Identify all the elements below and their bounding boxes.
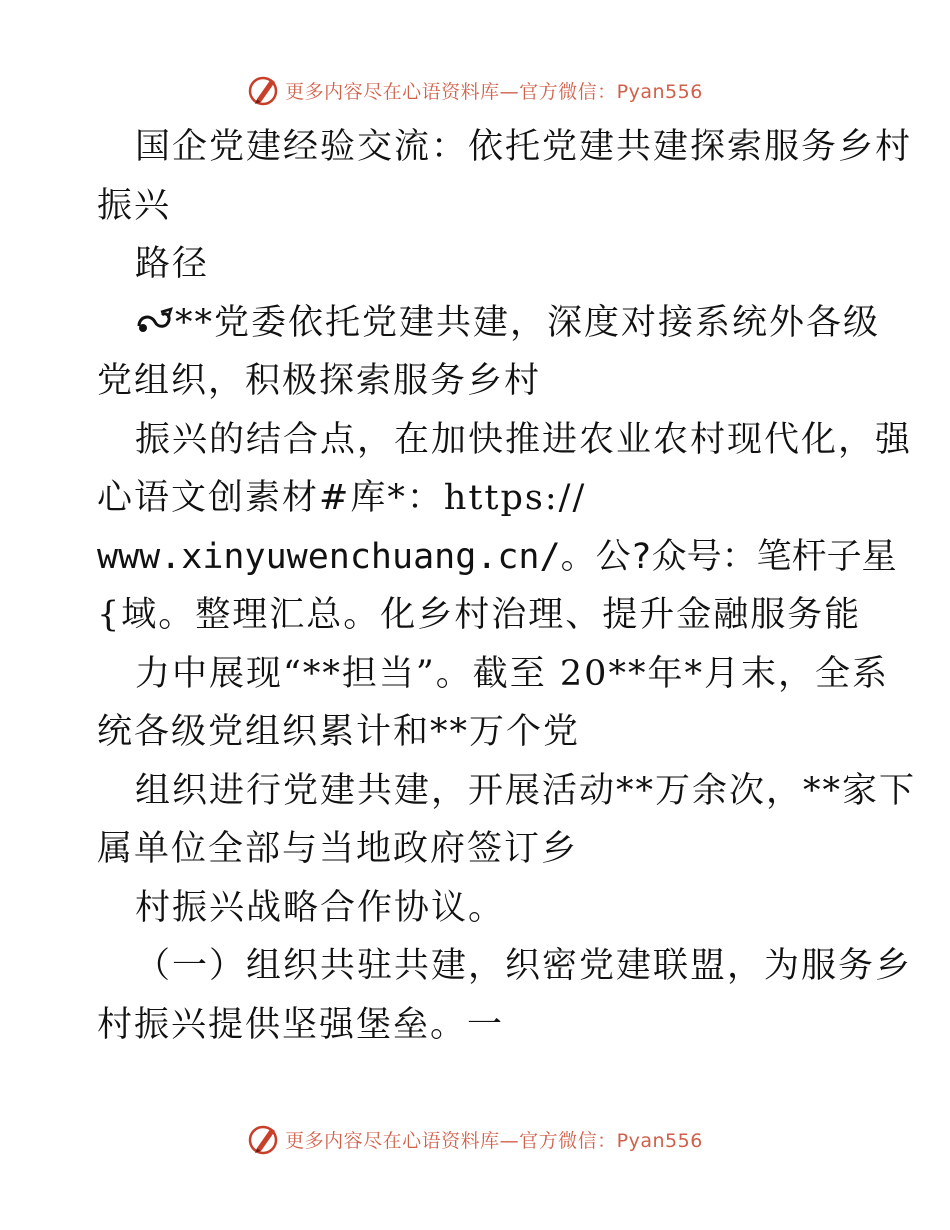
- red-pen-logo-icon: [247, 73, 281, 107]
- section-heading-line: （一）组织共驻共建，织密党建联盟，为服务乡: [135, 946, 913, 986]
- paragraph-line: 力中展现“**担当”。截至 20**年*月末，全系: [135, 653, 889, 694]
- paragraph-line: 统各级党组织累计和**万个党: [97, 712, 581, 752]
- paragraph-line: 组织进行党建共建，开展活动**万余次，**家下: [135, 770, 917, 811]
- red-pen-logo-icon: [247, 1122, 281, 1156]
- title-line: 振兴: [97, 185, 172, 226]
- watermark-text: 更多内容尽在心语资料库—官方微信：Pyan556: [285, 1129, 703, 1152]
- title-line: 国企党建经验交流：依托党建共建探索服务乡村: [135, 127, 913, 167]
- paragraph-line: 振兴的结合点，在加快推进农业农村现代化，强: [135, 419, 913, 460]
- footer-watermark-banner: [0, 1119, 950, 1159]
- paragraph-text: **党委依托党建共建，深度对接系统外各级: [175, 302, 881, 343]
- url-line: www.xinyuwenchuang.cn/。公?众号：笔杆子星: [97, 536, 897, 577]
- decorative-curl-icon: [135, 306, 175, 336]
- watermark-text: 更多内容尽在心语资料库—官方微信：Pyan556: [285, 80, 703, 103]
- paragraph-line: [97, 294, 881, 353]
- paragraph-line: 心语文创素材#库*：https://: [97, 478, 587, 518]
- header-watermark-banner: [0, 70, 950, 110]
- paragraph-line: {域。整理汇总。化乡村治理、提升金融服务能: [97, 595, 862, 635]
- paragraph-line: 党组织，积极探索服务乡村: [97, 361, 542, 401]
- paragraph-line: 村振兴战略合作协议。: [135, 887, 506, 928]
- section-heading-line: 村振兴提供坚强堡垒。一: [97, 1004, 505, 1045]
- paragraph-line: 属单位全部与当地政府签订乡: [97, 829, 579, 869]
- title-line: 路径: [135, 244, 210, 284]
- document-body: [97, 118, 917, 1054]
